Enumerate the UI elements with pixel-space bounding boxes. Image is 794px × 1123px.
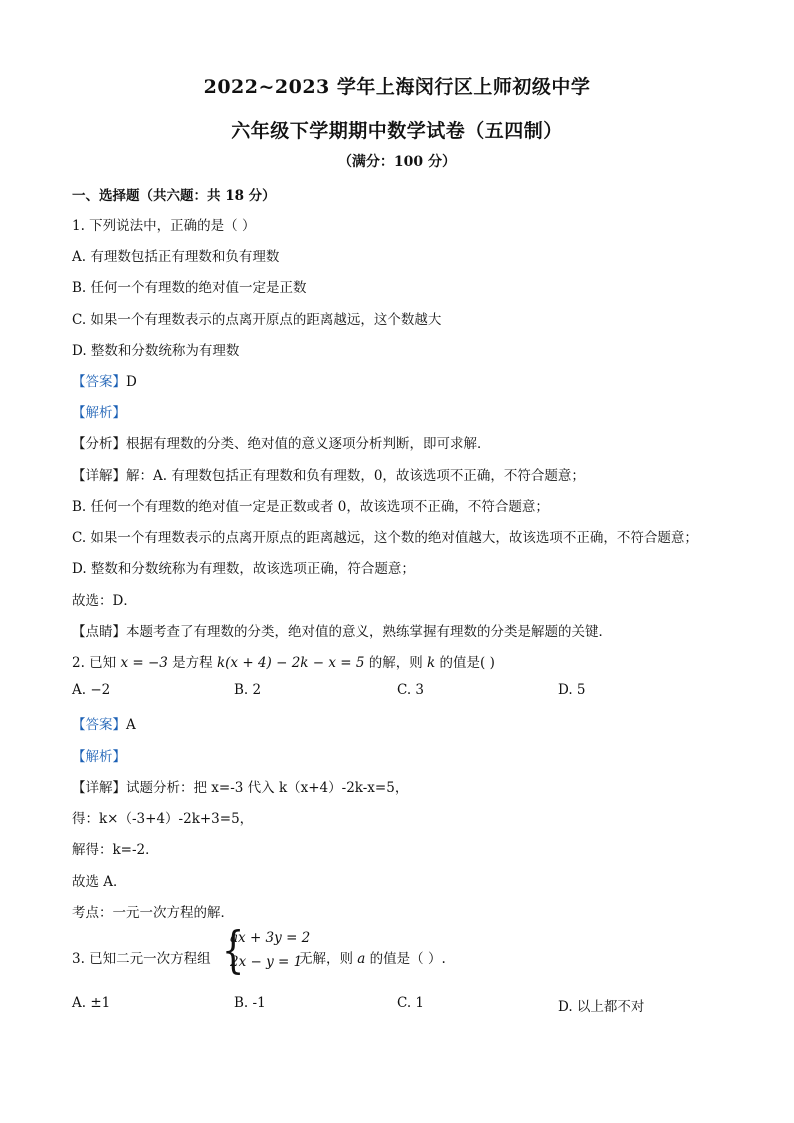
q1-answer [72,370,137,390]
q2-detail-2: 得：k×（-3+4）-2k+3=5， [72,811,254,827]
paper-title-line1: 2022~2023 学年上海闵行区上师初级中学 [203,76,591,98]
q2-detail-text: 试题分析：把 x=-3 代入 k（x+4）-2k-x=5， [126,780,409,796]
q2-option-d: D. 5 [558,682,586,698]
q1-stem: 1. 下列说法中，正确的是（ ） [72,218,256,234]
q1-detail-5: 故选：D． [72,593,137,609]
q3-option-d: D. 以上都不对 [558,999,645,1015]
q1-option-d: D. 整数和分数统称为有理数 [72,343,240,359]
section-heading: 一、选择题（共六题：共 18 分） [72,188,276,204]
q1-fenxi-text: 根据有理数的分类、绝对值的意义逐项分析判断，即可求解． [126,436,491,452]
fenxi-tag: 【分析】 [72,436,126,452]
q3-stem-prefix: 3. 已知二元一次方程组 [72,951,211,967]
q2-condition: x = −3 [120,655,168,671]
q2-detail-5: 考点：一元一次方程的解． [72,905,234,921]
q3-stem-mid: 无解，则 [299,951,358,967]
q2-variable: k [427,655,436,671]
q3-equation-1: ax + 3y = 2 [230,930,311,946]
detail-tag: 【详解】 [72,780,126,796]
paper-title-line2: 六年级下学期期中数学试卷（五四制） [231,120,563,142]
q2-detail-1 [72,776,408,796]
q1-option-c: C. 如果一个有理数表示的点离开原点的距离越远，这个数越大 [72,312,442,328]
q2-option-b: B. 2 [234,682,262,698]
q2-stem-mid: 是方程 [167,655,217,671]
left-brace-icon: { [222,921,245,979]
q3-equation-system [222,921,311,979]
q1-comment [72,620,612,640]
q3-stem-end: 的值是（ ）. [365,951,446,967]
q2-stem [72,651,495,671]
q2-option-c: C. 3 [397,682,425,698]
q2-answer-value: A [126,717,136,733]
answer-tag: 【答案】 [72,374,126,390]
full-score: （满分：100 分） [337,154,457,170]
q2-detail-4: 故选 A． [72,874,127,890]
q2-stem-prefix: 2. 已知 [72,655,121,671]
q2-equation: k(x + 4) − 2k − x = 5 [216,655,365,671]
q1-option-b: B. 任何一个有理数的绝对值一定是正数 [72,280,307,296]
q2-answer [72,713,136,733]
q1-fenxi [72,432,491,452]
q3-stem-rest [299,947,446,967]
q3-variable: a [357,951,366,967]
q3-equation-2: 2x − y = 1 [230,954,303,970]
q3-option-c: C. 1 [397,995,425,1011]
q1-detail-1 [72,464,585,484]
q2-stem-end: 的值是( ) [435,655,495,671]
q1-detail-text: 解：A. 有理数包括正有理数和负有理数，0，故该选项不正确，不符合题意； [126,468,585,484]
answer-tag: 【答案】 [72,717,126,733]
q1-detail-2: B. 任何一个有理数的绝对值一定是正数或者 0，故该选项不正确，不符合题意； [72,499,549,515]
q1-comment-text: 本题考查了有理数的分类，绝对值的意义，熟练掌握有理数的分类是解题的关键． [126,624,612,640]
q2-analysis-tag: 【解析】 [72,749,126,765]
comment-tag: 【点睛】 [72,624,126,640]
q2-detail-3: 解得：k=-2． [72,842,159,858]
q1-detail-4: D. 整数和分数统称为有理数，故该选项正确，符合题意； [72,561,415,577]
detail-tag: 【详解】 [72,468,126,484]
q1-detail-3: C. 如果一个有理数表示的点离开原点的距离越远，这个数的绝对值越大，故该选项不正确，不符合题意； [72,530,698,546]
q1-analysis-tag: 【解析】 [72,405,126,421]
q3-option-a: A. ±1 [72,995,111,1011]
q1-option-a: A. 有理数包括正有理数和负有理数 [72,249,280,265]
q3-option-b: B. -1 [234,995,266,1011]
q2-option-a: A. −2 [72,682,111,698]
q1-answer-value: D [126,374,137,390]
q2-stem-suffix: 的解，则 [364,655,428,671]
